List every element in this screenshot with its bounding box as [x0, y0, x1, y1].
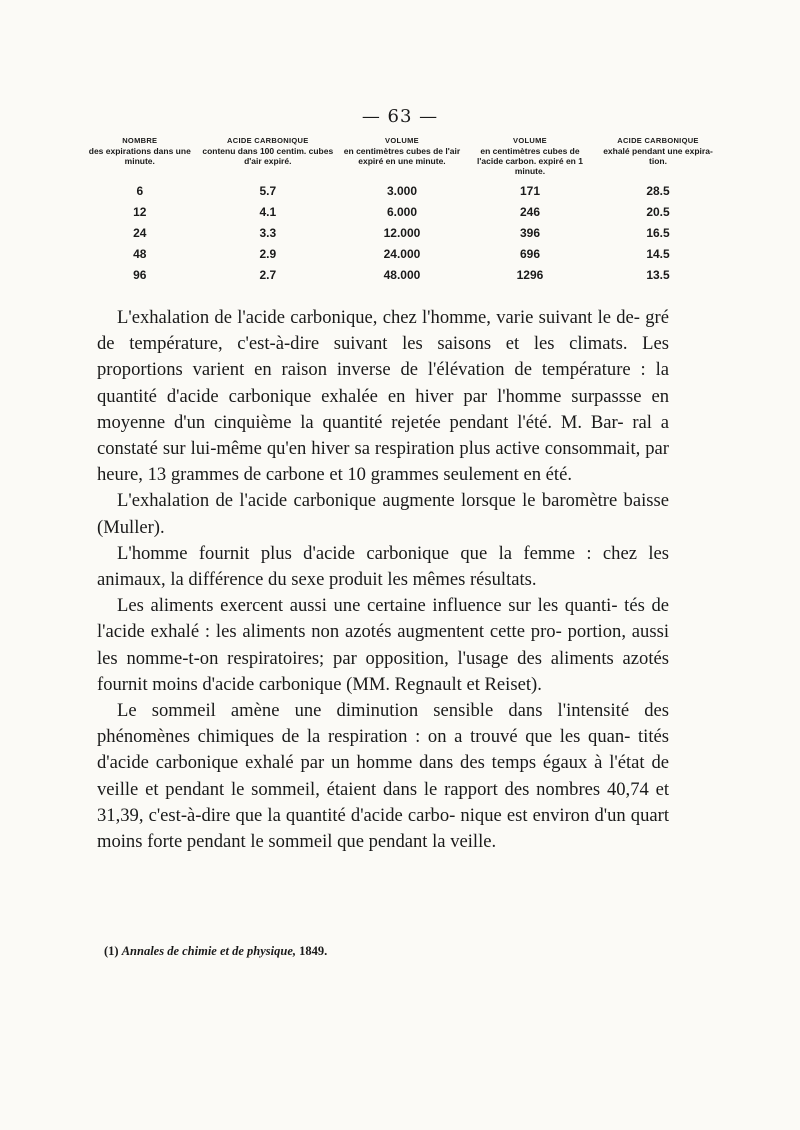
table-row [82, 180, 722, 201]
table-header [82, 136, 198, 180]
table-cell: 13.5 [646, 267, 670, 282]
table-cell: 1296 [516, 267, 544, 282]
page-number: — 63 — [361, 106, 439, 127]
table-cell: 24.000 [383, 246, 421, 261]
header-caption: VOLUME [385, 136, 419, 145]
table-cell: 4.1 [259, 204, 277, 219]
table-cell: 20.5 [646, 204, 670, 219]
header-caption: ACIDE CARBONIQUE [617, 136, 699, 145]
table-cell: 6 [136, 183, 144, 198]
paragraph: Les aliments exercent aussi une certaine influence sur les quanti- tés de l'acide exhalé : les aliments non azotés augmentent cette pro- portion, aussi les nomme-t-on respiratoires; par opposition, l'usage des aliments azotés fournit moins d'acide carbonique (MM. Regnault et Reiset). [97, 595, 669, 695]
table-cell: 96 [133, 267, 147, 282]
footnote-citation: Annales de chimie et de physique, [121, 944, 297, 958]
paragraph: Le sommeil amène une diminution sensible dans l'intensité des phénomènes chimiques de la respiration : on a trouvé que les quan- tités d'acide carbonique exhalé par un homme dans des temps égaux à l'état de veille et pendant le sommeil, étaient dans le rapport des nombres 40,74 et 31,39, c'est-à-dire que la quantité d'acide carbo- nique est environ d'un quart moins forte pendant le sommeil que pendant la veille. [97, 700, 669, 853]
table-cell: 396 [519, 225, 540, 240]
header-text: des expirations dans une minute. [88, 146, 191, 166]
header-text: contenu dans 100 centim. cubes d'air expiré. [202, 146, 334, 166]
paragraph: L'exhalation de l'acide carbonique, chez l'homme, varie suivant le de- gré de température, c'est-à-dire suivant les saisons et les climats. Les proportions varient en raison inverse de l'élévation de température : la quantité d'acide carbonique exhalée en hiver par l'homme surpassse en moyenne d'un cinquième la quantité rejetée pendant l'été. M. Bar- ral a constaté sur lui-même qu'en hiver sa respiration plus active consommait, par heure, 13 grammes de carbone et 10 grammes seulement en été. [97, 307, 669, 486]
header-caption: NOMBRE [122, 136, 158, 145]
header-text: exhalé pendant une expira- tion. [603, 146, 713, 166]
footnote-year: 1849. [299, 944, 328, 958]
table-cell: 24 [133, 225, 147, 240]
table-cell: 6.000 [386, 204, 417, 219]
paragraph: L'homme fournit plus d'acide carbonique que la femme : chez les animaux, la différence du sexe produit les mêmes résultats. [97, 542, 669, 591]
table-header [594, 136, 722, 180]
table-header-row [82, 136, 722, 180]
table-header [198, 136, 338, 180]
table-row [82, 222, 722, 243]
table-cell: 12.000 [383, 225, 421, 240]
table-row [82, 201, 722, 222]
table-cell: 12 [133, 204, 147, 219]
table-cell: 3.3 [259, 225, 277, 240]
footnote-marker: (1) [104, 944, 119, 958]
table-header [466, 136, 594, 180]
table-cell: 3.000 [386, 183, 417, 198]
table-cell: 14.5 [646, 246, 670, 261]
table-header [338, 136, 466, 180]
header-caption: ACIDE CARBONIQUE [227, 136, 309, 145]
table-cell: 48.000 [383, 267, 421, 282]
table-cell: 171 [519, 183, 540, 198]
header-text: en centimètres cubes de l'acide carbon. expiré en 1 minute. [477, 146, 583, 176]
table-cell: 246 [519, 204, 540, 219]
paragraph: L'exhalation de l'acide carbonique augmente lorsque le baromètre baisse (Muller). [97, 490, 669, 538]
header-text: en centimètres cubes de l'air expiré en une minute. [343, 146, 461, 166]
table-cell: 2.7 [259, 267, 277, 282]
footnote [104, 944, 327, 959]
table-cell: 5.7 [259, 183, 277, 198]
respiration-data-table [82, 136, 722, 285]
table-cell: 16.5 [646, 225, 670, 240]
table-cell: 2.9 [259, 246, 277, 261]
table-row [82, 243, 722, 264]
header-caption: VOLUME [513, 136, 547, 145]
table-row [82, 264, 722, 285]
body-text [97, 305, 669, 855]
table-cell: 48 [133, 246, 147, 261]
table-cell: 28.5 [646, 183, 670, 198]
table-cell: 696 [519, 246, 540, 261]
